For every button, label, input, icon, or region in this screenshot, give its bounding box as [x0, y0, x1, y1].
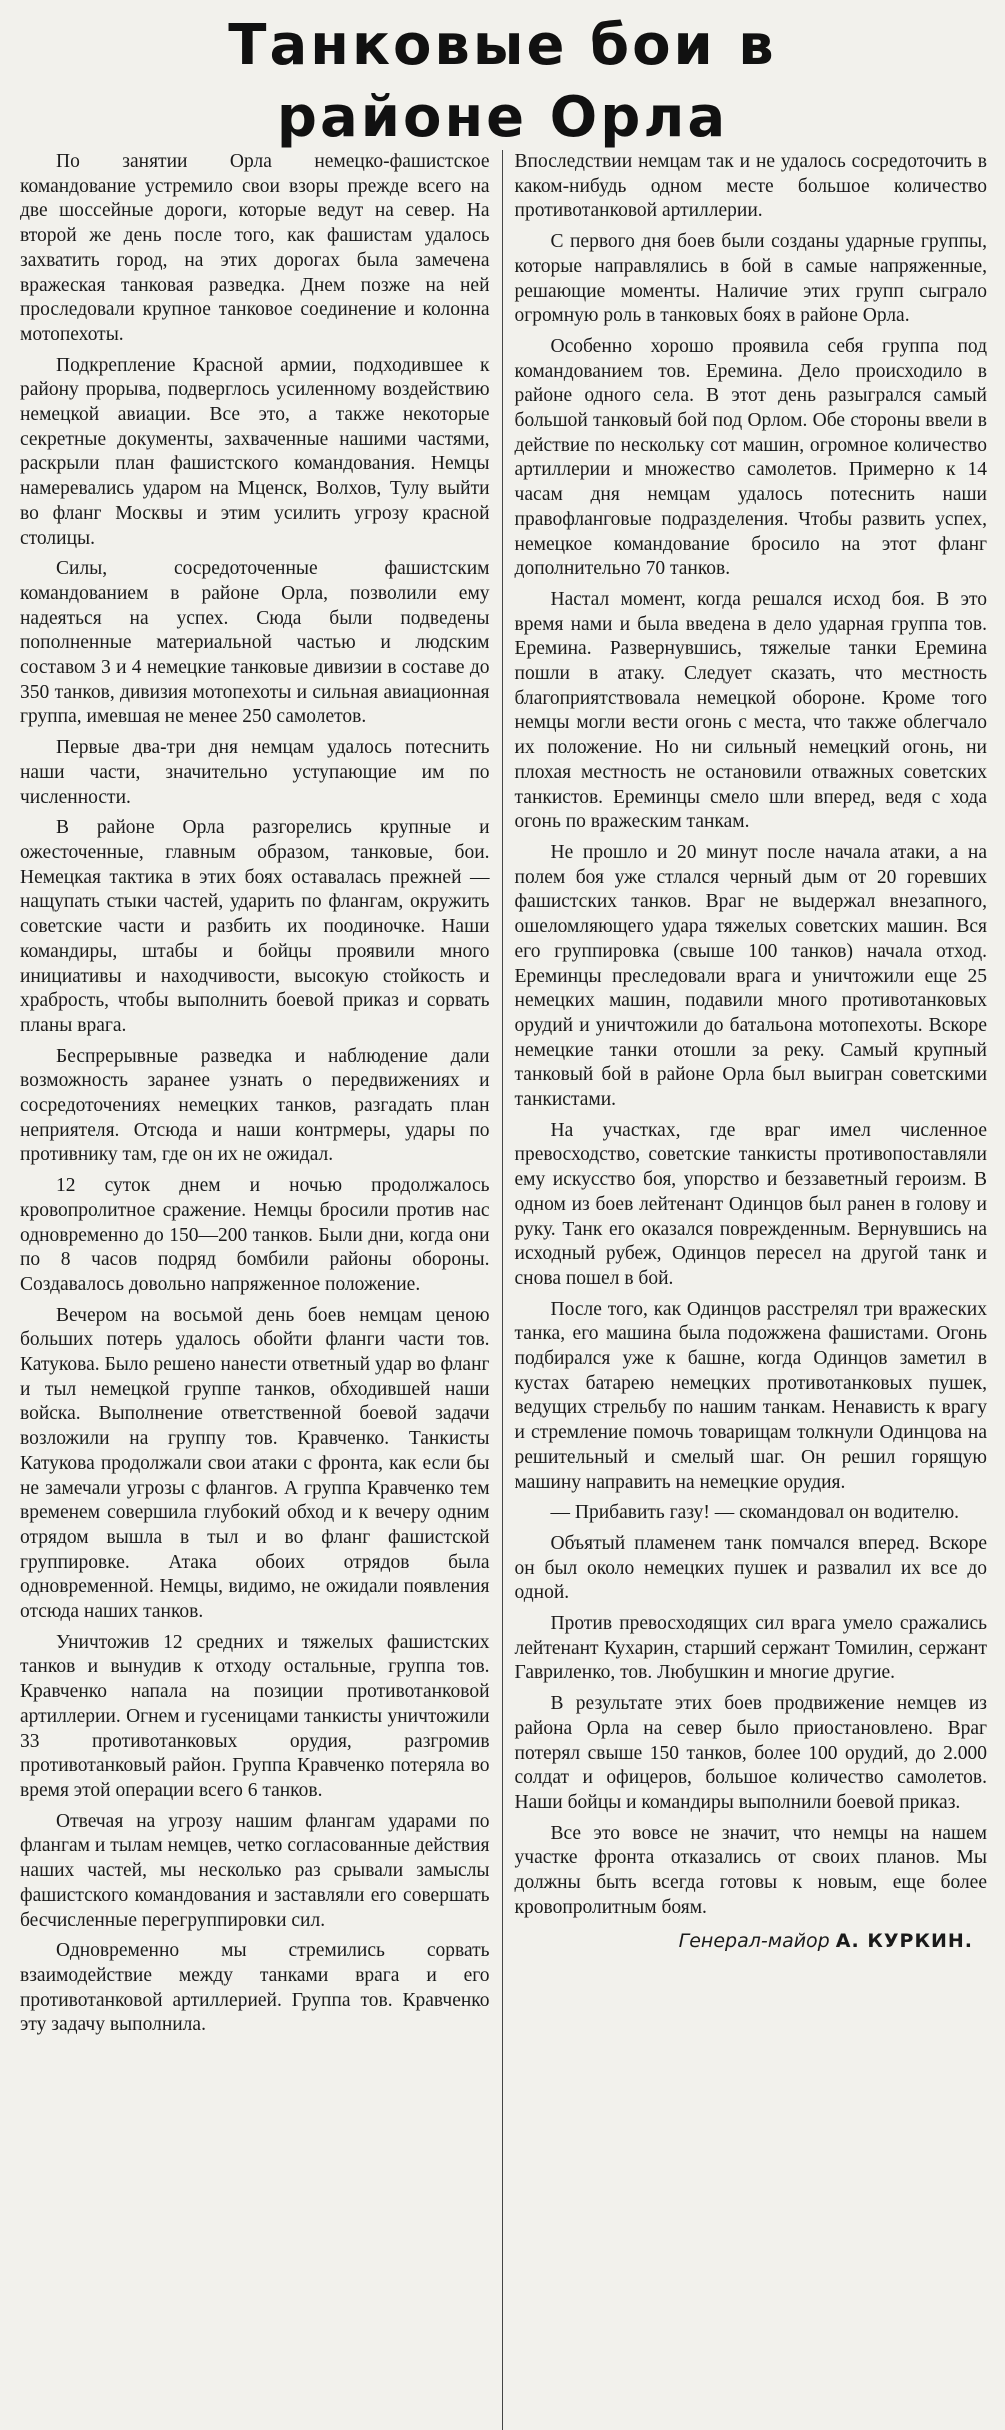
paragraph: Объятый пламенем танк помчался вперед. Вскоре он был около немецких пушек и развалил их все до одной.: [514, 1532, 987, 1604]
paragraph: Настал момент, когда решался исход боя. В это время нами и была введена в дело ударная группа тов. Еремина. Развернувшись, тяжелые танки Еремина пошли в атаку. Следует сказать, что местность благоприятствовала немецкой обороне. Кроме того немцы могли вести огонь с места, что также облегчало их положение. Но ни сильный немецкий огонь, ни плохая местность не остановили отважных советских танкистов. Ереминцы смело шли вперед, ведя с хода огонь по вражеским танкам.: [514, 588, 987, 833]
right-column: [503, 150, 991, 2430]
paragraph: Не прошло и 20 минут после начала атаки, а на полем боя уже стлался черный дым от 20 горевших фашистских танков. Враг не выдержал внезапного, ошеломляющего удара тяжелых советских машин. Вся его группировка (свыше 100 танков) начала отход. Ереминцы преследовали врага и уничтожили еще 25 немецких машин, подавили много противотанковых орудий и уничтожили до батальона мотопехоты. Вскоре немецкие танки отошли за реку. Самый крупный танковый бой в районе Орла был выигран советскими танкистами.: [514, 841, 987, 1111]
paragraph: Одновременно мы стремились сорвать взаимодействие между танками врага и его противотанковой артиллерией. Группа тов. Кравченко эту задачу выполнила.: [20, 1940, 490, 2036]
paragraph: После того, как Одинцов расстрелял три вражеских танка, его машина была подожжена фашистами. Огонь подбирался уже к башне, когда Одинцов заметил в кустах батарею немецких противотанковых пушек, ведущих стрельбу по нашим танкам. Ненависть к врагу и стремление помочь товарищам толкнули Одинцова на решительный и смелый шаг. Он решил горящую машину направить на немецкие орудия.: [514, 1298, 987, 1493]
author-signature: [515, 1929, 987, 1954]
paragraph: Против превосходящих сил врага умело сражались лейтенант Кухарин, старший сержант Томилин, сержант Гавриленко, тов. Любушкин и многие другие.: [514, 1613, 987, 1684]
paragraph: Отвечая на угрозу нашим флангам ударами по флангам и тылам немцев, четко согласованные действия наших частей, мы несколько раз срывали замыслы фашистского командования и заставляли его совершать бесчисленные перегруппировки сил.: [20, 1810, 490, 1931]
paragraph: Подкрепление Красной армии, подходившее к району прорыва, подверглось усиленному воздействию немецкой авиации. Все это, а также некоторые секретные документы, захваченные нашими частями, раскрыли план фашистского командования. Немцы намеревались ударом на Мценск, Волхов, Тулу выйти во фланг Москвы и этим усилить угрозу красной столицы.: [20, 354, 490, 549]
paragraph: Впоследствии немцам так и не удалось сосредоточить в каком-нибудь одном месте большое количество противотанковой артиллерии.: [514, 151, 987, 222]
headline-line-1: Танковые бои в: [228, 13, 777, 78]
paragraph: 12 суток днем и ночью продолжалось кровопролитное сражение. Немцы бросили против нас одновременно до 150—200 танков. Были дни, когда они по 8 часов подряд бомбили районы обороны. Создавалось довольно напряженное положение.: [20, 1175, 490, 1295]
paragraph: Уничтожив 12 средних и тяжелых фашистских танков и вынудив к отходу остальные, группа тов. Кравченко напала на позиции противотанковой артиллерии. Огнем и гусеницами танкисты уничтожили 33 противотанковых орудия, разгромив противотанковый район. Группа Кравченко потеряла во время этой операции всего 6 танков.: [20, 1631, 490, 1801]
paragraph: Все это вовсе не значит, что немцы на нашем участке фронта отказались от своих планов. Мы должны быть всегда готовы к новым, еще более кровопролитным боям.: [514, 1822, 987, 1918]
signature-name: А. КУРКИН.: [835, 1929, 973, 1952]
article-columns: [14, 150, 991, 2430]
paragraph: С первого дня боев были созданы ударные группы, которые направлялись в бой в самые напряженные, решающие моменты. Наличие этих групп сыграло огромную роль в танковых боях в районе Орла.: [514, 231, 987, 327]
paragraph: В районе Орла разгорелись крупные и ожесточенные, главным образом, танковые, бои. Немецкая тактика в этих боях оставалась прежней — нащупать стыки частей, ударить по флангам, окружить советские части и разбить их поодиночке. Наши командиры, штабы и бойцы проявили много инициативы и находчивости, высокую стойкость и храбрость, чтобы выполнить боевой приказ и сорвать планы врага.: [20, 817, 490, 1036]
paragraph: На участках, где враг имел численное превосходство, советские танкисты противопоставляли ему искусство боя, упорство и беззаветный героизм. В одном из боев лейтенант Одинцов был ранен в голову и руку. Танк его оказался поврежденным. Вернувшись на исходный рубеж, Одинцов пересел на другой танк и снова пошел в бой.: [514, 1119, 987, 1289]
paragraph: В результате этих боев продвижение немцев из района Орла на север было приостановлено. Враг потерял свыше 150 танков, более 100 орудий, до 2.000 солдат и офицеров, большое количество самолетов. Наши бойцы и командиры выполнили боевой приказ.: [514, 1693, 987, 1813]
paragraph: Беспрерывные разведка и наблюдение дали возможность заранее узнать о передвижениях и сосредоточениях немецких танков, разгадать план неприятеля. Отсюда и наши контрмеры, удары по противнику там, где он их не ожидал.: [20, 1045, 490, 1166]
signature-rank: Генерал-майор: [678, 1929, 830, 1952]
headline-line-2: районе Орла: [276, 85, 729, 150]
left-column: [14, 150, 503, 2430]
paragraph: Первые два-три дня немцам удалось потеснить наши части, значительно уступающие им по численности.: [20, 737, 490, 808]
paragraph: — Прибавить газу! — скомандовал он водителю.: [550, 1502, 960, 1524]
paragraph: Особенно хорошо проявила себя группа под командованием тов. Еремина. Дело происходило в районе одного села. В этот день разыгрался самый большой танковый бой под Орлом. Обе стороны ввели в действие по нескольку сот машин, огромное количество артиллерии и множество самолетов. Примерно к 14 часам дня немцам удалось потеснить наши правофланговые подразделения. Чтобы развить успех, немецкое командование бросило на этот фланг дополнительно 70 танков.: [514, 335, 987, 580]
paragraph: Силы, сосредоточенные фашистским командованием в районе Орла, позволили ему надеяться на успех. Сюда были подведены пополненные материальной частью и людским составом 3 и 4 немецкие танковые дивизии в составе до 350 танков, дивизия мотопехоты и сильная авиационная группа, имевшая не менее 250 самолетов.: [20, 558, 490, 728]
paragraph: По занятии Орла немецко-фашистское командование устремило свои взоры прежде всего на две шоссейные дороги, которые ведут на север. На второй же день после того, как фашистам удалось захватить город, на этих дорогах была замечена вражеская танковая разведка. Днем позже на ней проследовали крупное танковое соединение и колонна мотопехоты.: [20, 151, 490, 345]
article-headline: [14, 10, 991, 160]
paragraph: Вечером на восьмой день боев немцам ценою больших потерь удалось обойти фланги части тов. Катукова. Было решено нанести ответный удар во фланг и тыл немецкой группе танков, обходившей наши войска. Выполнение ответственной боевой задачи возложили на группу тов. Кравченко. Танкисты Катукова продолжали свои атаки с фронта, как если бы не замечали угрозы с флангов. А группа Кравченко тем временем совершила глубокий обход и к вечеру одним отрядом вышла в тыл и во фланг фашистской группировке. Атака обоих отрядов была одновременной. Немцы, видимо, не ожидали появления отсюда наших танков.: [20, 1304, 490, 1623]
